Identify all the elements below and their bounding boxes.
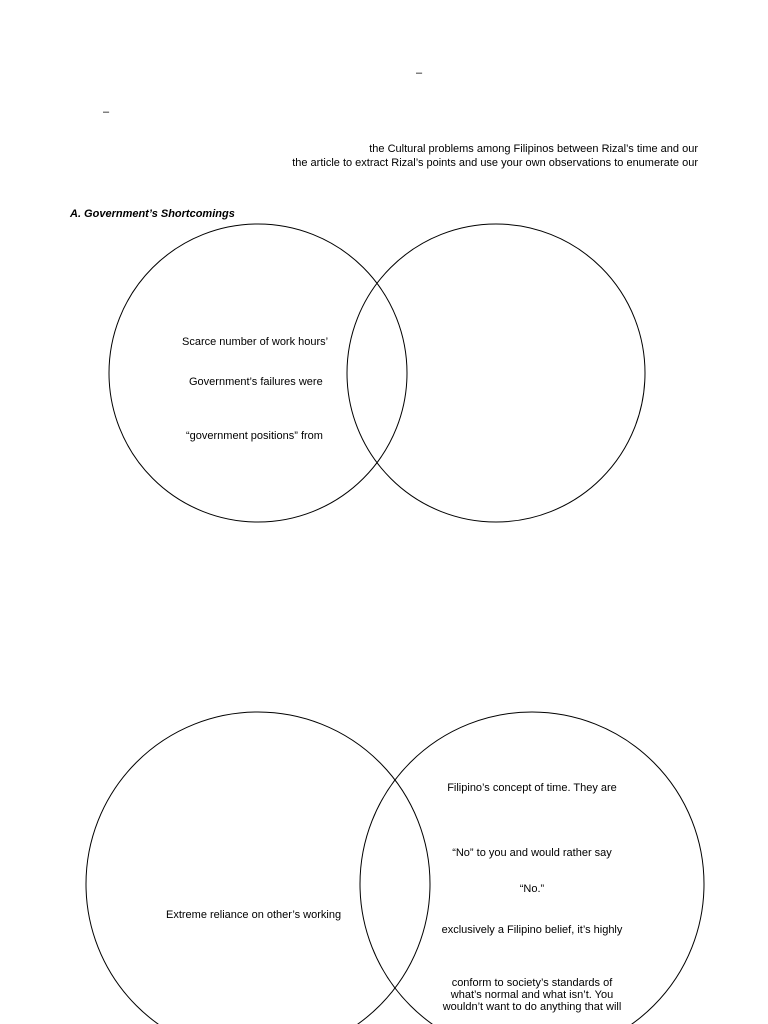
section-a-heading: A. Government’s Shortcomings: [70, 208, 235, 220]
venn-b-right-item: exclusively a Filipino belief, it’s highly: [441, 924, 623, 936]
venn-b-left-item: Extreme reliance on other’s working: [166, 909, 342, 921]
venn-a-left-item: Scarce number of work hours’: [182, 336, 329, 348]
venn-a-left-circle: [109, 224, 407, 522]
intro-line-2: the article to extract Rizal’s points and use your own observations to enumerate our: [292, 157, 698, 169]
venn-b-right-item: Filipino’s concept of time. They are: [447, 782, 617, 794]
venn-b-right-item: “No.”: [519, 883, 545, 895]
venn-a-right-circle: [347, 224, 645, 522]
venn-b-right-item: conform to society’s standards of: [451, 977, 613, 989]
intro-line-1: the Cultural problems among Filipinos between Rizal’s time and our: [369, 143, 698, 155]
venn-a-left-item: Government’s failures were: [189, 376, 323, 388]
venn-b-right-item: what’s normal and what isn’t. You: [450, 989, 614, 1001]
venn-b-right-item: “No” to you and would rather say: [452, 847, 612, 859]
top-dash: –: [416, 67, 423, 79]
venn-a-left-item: “government positions” from: [186, 430, 323, 442]
venn-b-right-item: wouldn’t want to do anything that will: [442, 1001, 622, 1013]
left-dash: –: [103, 106, 110, 118]
venn-b-left-circle: [86, 712, 430, 1024]
